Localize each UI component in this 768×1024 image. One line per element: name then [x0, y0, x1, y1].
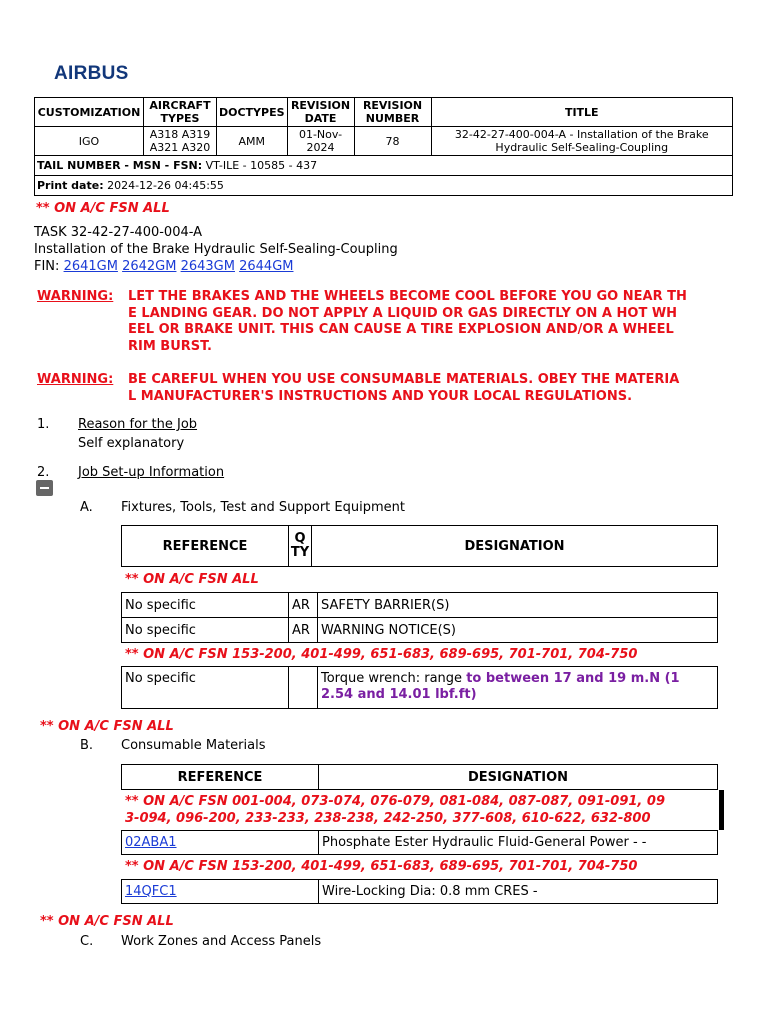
- warning-label: WARNING:: [37, 372, 114, 387]
- material-link-14qfc1[interactable]: 14QFC1: [125, 884, 177, 899]
- table-row: [122, 880, 718, 904]
- col-customization: CUSTOMIZATION: [35, 98, 144, 127]
- step-2-number: 2.: [37, 465, 50, 480]
- consumables-header-table: [121, 764, 718, 790]
- fin-line: [34, 258, 398, 275]
- task-block: [34, 224, 398, 275]
- fsn-applicability: ** ON A/C FSN ALL: [125, 572, 259, 587]
- fsn-applicability: ** ON A/C FSN ALL: [40, 719, 174, 734]
- col-doctypes: DOCTYPES: [217, 98, 288, 127]
- fsn-range-applicability: ** ON A/C FSN 153-200, 401-499, 651-683, 689-695, 701-701, 704-750: [125, 859, 638, 874]
- revision-number-value: 78: [354, 127, 431, 156]
- warning-text: [128, 289, 728, 355]
- step-2-title: Job Set-up Information: [78, 465, 225, 480]
- fsn-line: 3-094, 096-200, 233-233, 238-238, 242-250, 377-608, 610-622, 632-800: [125, 811, 651, 826]
- fin-link-2643gm[interactable]: 2643GM: [180, 259, 235, 274]
- material-designation: Phosphate Ester Hydraulic Fluid-General Power - -: [319, 831, 718, 855]
- tail-value: VT-ILE - 10585 - 437: [205, 159, 318, 172]
- step-1-text: Self explanatory: [78, 436, 185, 451]
- tools-header-table: [121, 525, 718, 567]
- table-row: [122, 667, 718, 709]
- col-aircraft-types: AIRCRAFT TYPES: [144, 98, 217, 127]
- qty-label-1: Q: [294, 531, 306, 546]
- torque-text: Torque wrench: range: [321, 671, 463, 686]
- table-row: [122, 831, 718, 855]
- warning-consumables: [37, 372, 737, 406]
- tool-reference: No specific: [122, 618, 289, 643]
- tool-designation: WARNING NOTICE(S): [318, 618, 718, 643]
- material-designation: Wire-Locking Dia: 0.8 mm CRES -: [319, 880, 718, 904]
- torque-range: 2.54 and 14.01 lbf.ft): [321, 687, 477, 702]
- tools-table: [121, 592, 718, 643]
- warning-line: E LANDING GEAR. DO NOT APPLY A LIQUID OR GAS DIRECTLY ON A HOT WH: [128, 305, 678, 321]
- document-header-table: [34, 97, 733, 196]
- material-reference-cell: [122, 831, 319, 855]
- customization-value: IGO: [35, 127, 144, 156]
- col-designation: DESIGNATION: [312, 526, 718, 567]
- warning-line: RIM BURST.: [128, 338, 212, 354]
- torque-table: [121, 666, 718, 709]
- section-a-letter: A.: [80, 500, 93, 515]
- col-reference: REFERENCE: [122, 765, 319, 790]
- warning-label: WARNING:: [37, 289, 114, 304]
- step-1-number: 1.: [37, 417, 50, 432]
- aircraft-types-value: A318 A319 A321 A320: [144, 127, 217, 156]
- col-designation: DESIGNATION: [319, 765, 718, 790]
- tail-number-row: [35, 156, 733, 176]
- consumables-table-2: [121, 879, 718, 904]
- doctypes-value: AMM: [217, 127, 288, 156]
- tool-reference: No specific: [122, 593, 289, 618]
- torque-range: to between 17 and 19 m.N (1: [466, 671, 680, 686]
- task-id: TASK 32-42-27-400-004-A: [34, 225, 203, 240]
- scrollbar-marker: [719, 790, 724, 830]
- section-b-letter: B.: [80, 738, 94, 753]
- col-reference: REFERENCE: [122, 526, 289, 567]
- print-date-row: [35, 176, 733, 196]
- warning-line: LET THE BRAKES AND THE WHEELS BECOME COOL BEFORE YOU GO NEAR TH: [128, 289, 687, 304]
- section-b-title: Consumable Materials: [121, 738, 266, 753]
- col-title: TITLE: [431, 98, 732, 127]
- fsn-range-applicability: ** ON A/C FSN 153-200, 401-499, 651-683, 689-695, 701-701, 704-750: [125, 647, 638, 662]
- fsn-line: ** ON A/C FSN 001-004, 073-074, 076-079, 081-084, 087-087, 091-091, 09: [125, 794, 665, 809]
- col-revision-number: REVISION NUMBER: [354, 98, 431, 127]
- tool-qty: AR: [289, 593, 318, 618]
- warning-line: L MANUFACTURER'S INSTRUCTIONS AND YOUR LOCAL REGULATIONS.: [128, 388, 633, 404]
- warning-line: EEL OR BRAKE UNIT. THIS CAN CAUSE A TIRE EXPLOSION AND/OR A WHEEL: [128, 322, 674, 337]
- tool-designation: SAFETY BARRIER(S): [318, 593, 718, 618]
- section-c-letter: C.: [80, 934, 94, 949]
- print-label: Print date:: [37, 179, 104, 192]
- qty-label-2: TY: [290, 545, 310, 560]
- consumables-table: [121, 830, 718, 855]
- task-title: Installation of the Brake Hydraulic Self-Sealing-Coupling: [34, 242, 398, 257]
- airbus-logo: AIRBUS: [54, 63, 129, 84]
- table-row: [122, 593, 718, 618]
- tail-label: TAIL NUMBER - MSN - FSN:: [37, 159, 203, 172]
- warning-line: BE CAREFUL WHEN YOU USE CONSUMABLE MATERIALS. OBEY THE MATERIA: [128, 372, 680, 387]
- table-row: [122, 618, 718, 643]
- collapse-minus-icon[interactable]: [36, 480, 53, 496]
- tool-qty: [289, 667, 318, 709]
- torque-designation: [318, 667, 718, 709]
- section-a-title: Fixtures, Tools, Test and Support Equipment: [121, 500, 405, 515]
- tool-qty: AR: [289, 618, 318, 643]
- tool-reference: No specific: [122, 667, 289, 709]
- step-1-title: Reason for the Job: [78, 417, 198, 432]
- warning-text: [128, 372, 728, 405]
- col-qty: [289, 526, 312, 567]
- fin-label: FIN:: [34, 259, 60, 274]
- print-value: 2024-12-26 04:45:55: [107, 179, 224, 192]
- material-link-02aba1[interactable]: 02ABA1: [125, 835, 177, 850]
- fin-link-2641gm[interactable]: 2641GM: [63, 259, 118, 274]
- fsn-long-applicability: [125, 793, 725, 827]
- col-revision-date: REVISION DATE: [287, 98, 354, 127]
- fsn-applicability: ** ON A/C FSN ALL: [36, 201, 170, 216]
- warning-brakes: [37, 289, 737, 355]
- fin-link-2642gm[interactable]: 2642GM: [122, 259, 177, 274]
- title-value: 32-42-27-400-004-A - Installation of the Brake Hydraulic Self-Sealing-Coupling: [431, 127, 732, 156]
- material-reference-cell: [122, 880, 319, 904]
- fsn-applicability: ** ON A/C FSN ALL: [40, 914, 174, 929]
- section-c-title: Work Zones and Access Panels: [121, 934, 322, 949]
- revision-date-value: 01-Nov-2024: [287, 127, 354, 156]
- fin-link-2644gm[interactable]: 2644GM: [239, 259, 294, 274]
